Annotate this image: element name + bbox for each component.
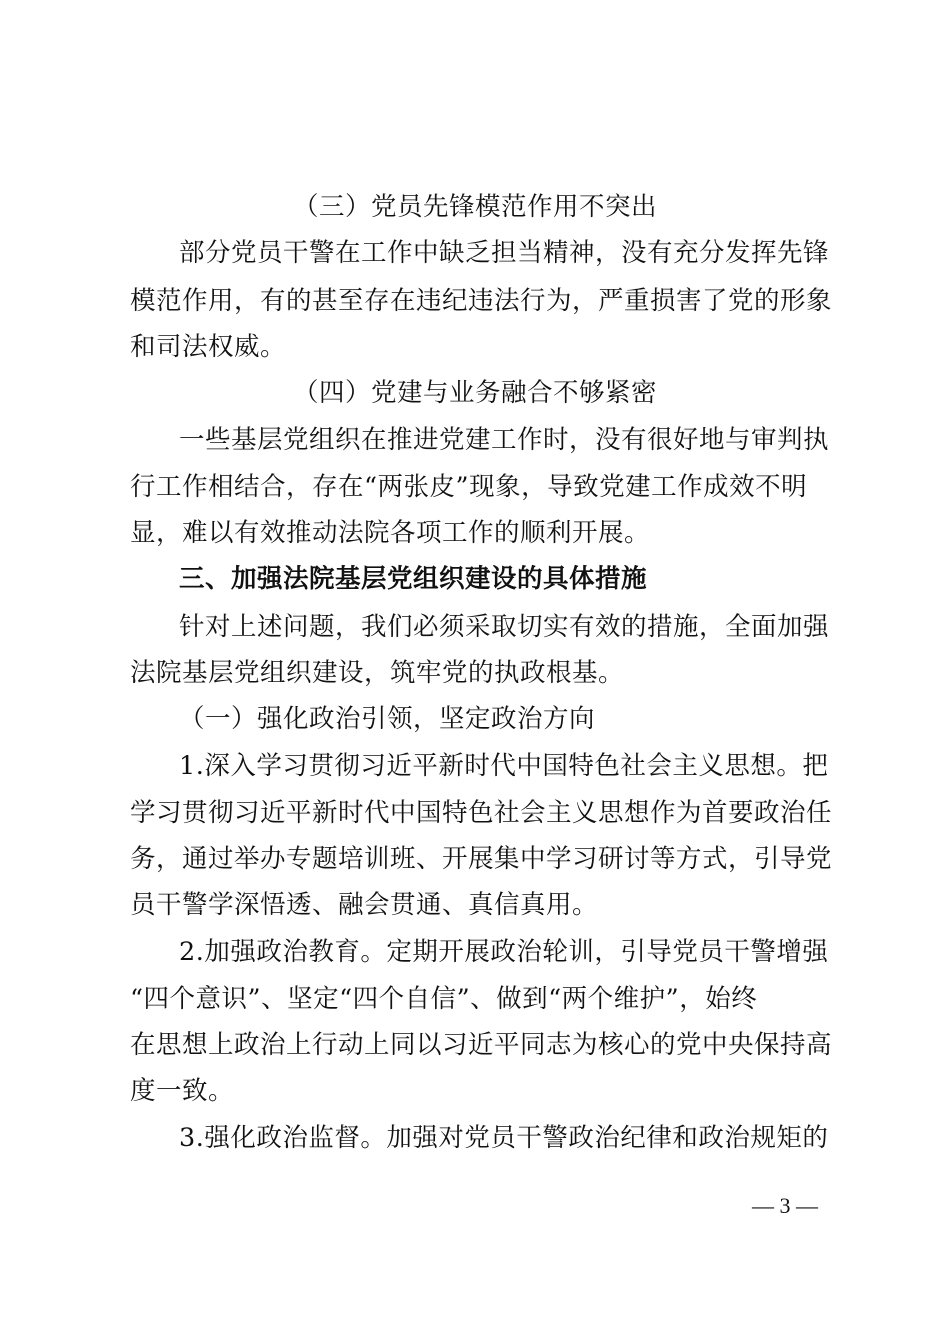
paragraph-line: 部分党员干警在工作中缺乏担当精神，没有充分发挥先锋	[179, 238, 830, 268]
paragraph-line: 显，难以有效推动法院各项工作的顺利开展。	[130, 518, 651, 548]
paragraph-line: 一些基层党组织在推进党建工作时，没有很好地与审判执	[179, 425, 830, 455]
paragraph-line: 在思想上政治上行动上同以习近平同志为核心的党中央保持高	[130, 1030, 833, 1060]
paragraph-line: 员干警学深悟透、融会贯通、真信真用。	[130, 890, 599, 920]
paragraph-line: 3.强化政治监督。加强对党员干警政治纪律和政治规矩的	[179, 1123, 829, 1153]
chapter-heading-3: 三、加强法院基层党组织建设的具体措施	[179, 564, 648, 594]
subsection-heading-1: （一）强化政治引领，坚定政治方向	[179, 704, 596, 734]
paragraph-line: 1.深入学习贯彻习近平新时代中国特色社会主义思想。把	[179, 751, 829, 781]
page-number: — 3 —	[752, 1193, 818, 1218]
paragraph-line: 行工作相结合，存在“两张皮”现象，导致党建工作成效不明	[130, 472, 808, 502]
paragraph-line: 模范作用，有的甚至存在违纪违法行为，严重损害了党的形象	[130, 286, 833, 316]
paragraph-line: 法院基层党组织建设，筑牢党的执政根基。	[130, 658, 625, 688]
paragraph-line: 学习贯彻习近平新时代中国特色社会主义思想作为首要政治任	[130, 798, 833, 828]
paragraph-line: 针对上述问题，我们必须采取切实有效的措施，全面加强	[179, 612, 830, 642]
paragraph-line: 和司法权威。	[130, 332, 287, 362]
paragraph-line: 度一致。	[130, 1076, 235, 1106]
paragraph-line: 务，通过举办专题培训班、开展集中学习研讨等方式，引导党	[130, 844, 833, 874]
paragraph-line: 2.加强政治教育。定期开展政治轮训，引导党员干警增强	[179, 937, 829, 967]
paragraph-line: “四个意识”、坚定“四个自信”、做到“两个维护”，始终	[130, 984, 758, 1014]
section-heading-4: （四）党建与业务融合不够紧密	[292, 378, 657, 408]
section-heading-3: （三）党员先锋模范作用不突出	[292, 192, 657, 222]
